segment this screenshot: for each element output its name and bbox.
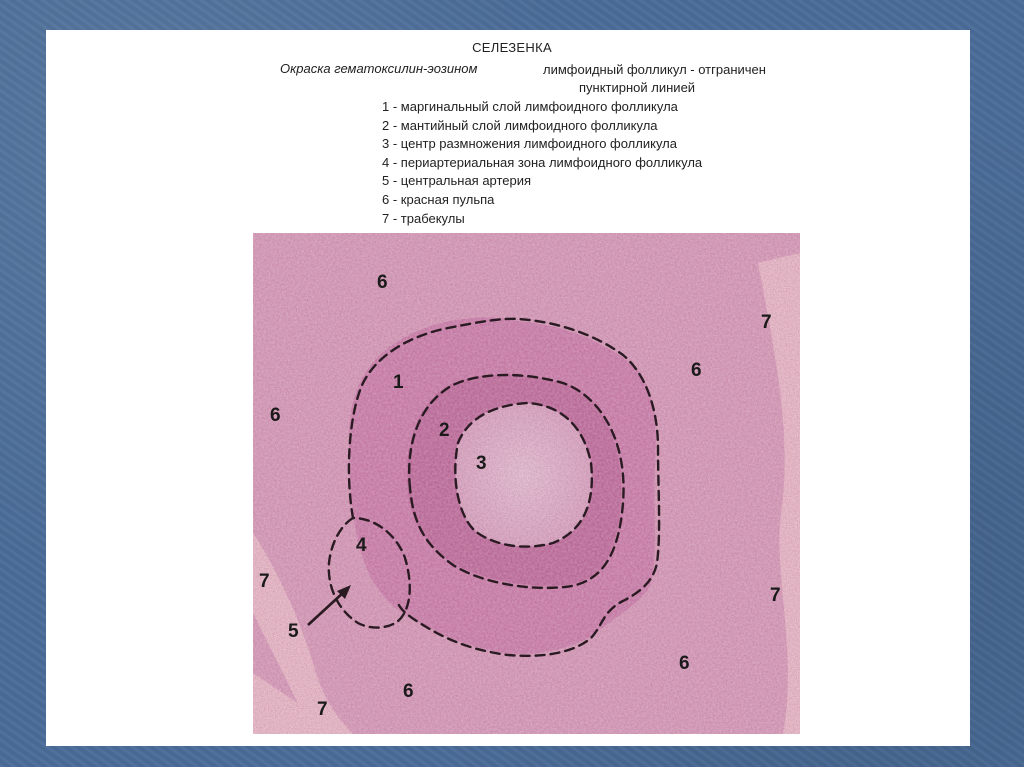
follicle-note-line-2: пунктирной линией [579,80,696,95]
legend-list [382,98,702,228]
label-red-pulp-bottom-right: 6 [679,653,690,674]
label-red-pulp-right: 6 [691,360,702,381]
legend-item-1: 1 - маргинальный слой лимфоидного фолликула [382,99,678,114]
label-trabecula-left: 7 [259,571,270,592]
spleen-micrograph [253,233,800,734]
label-germinal-center: 3 [476,453,487,474]
label-trabecula-right-bottom: 7 [770,585,781,606]
label-central-artery: 5 [288,621,299,642]
label-red-pulp-left: 6 [270,405,281,426]
label-red-pulp-top: 6 [377,272,388,293]
micrograph-svg [253,233,800,734]
legend-item-7: 7 - трабекулы [382,210,465,226]
legend-item-2: 2 - мантийный слой лимфоидного фолликула [382,117,658,133]
label-marginal-zone: 1 [393,372,404,393]
legend-item-5: 5 - центральная артерия [382,173,532,189]
follicle-note-line-1: лимфоидный фолликул - отграничен [543,62,766,77]
label-red-pulp-bottom: 6 [403,681,414,702]
label-trabecula-right-top: 7 [761,312,772,333]
label-mantle-zone: 2 [439,420,450,441]
label-trabecula-bottom-left: 7 [317,699,328,720]
tissue-texture-light [253,233,800,734]
legend-item-4: 4 - периартериальная зона лимфоидного фолликула [382,154,703,170]
label-periarterial-zone: 4 [356,535,367,556]
legend-item-3: 3 - центр размножения лимфоидного фолликула [382,136,677,152]
figure-title: СЕЛЕЗЕНКА [472,40,552,55]
stain-caption: Окраска гематоксилин-эозином [280,61,478,76]
follicle-note [543,61,823,97]
legend-item-6: 6 - красная пульпа [382,191,495,207]
